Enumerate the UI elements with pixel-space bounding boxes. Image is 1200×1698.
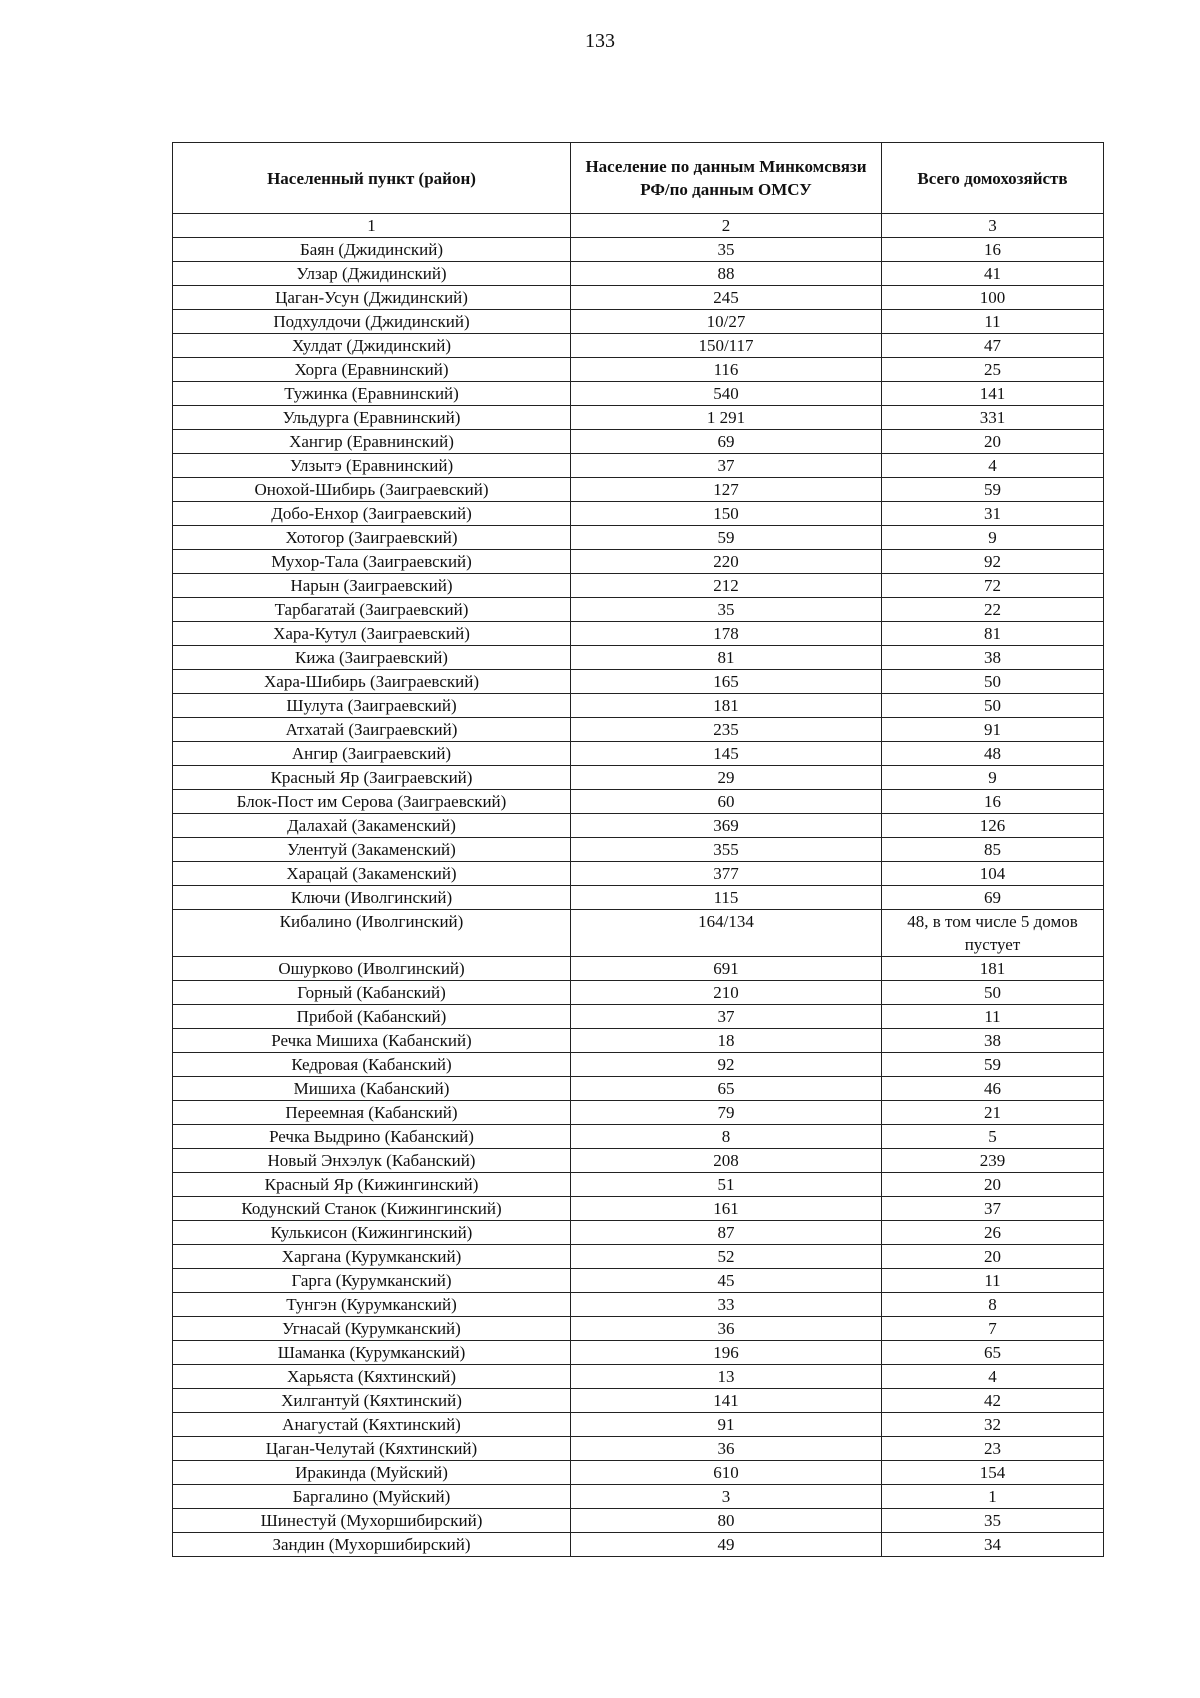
population-cell: 36 — [571, 1437, 882, 1461]
households-cell: 46 — [882, 1077, 1104, 1101]
settlement-cell: Хулдат (Джидинский) — [173, 334, 571, 358]
settlement-cell: Иракинда (Муйский) — [173, 1461, 571, 1485]
households-cell: 9 — [882, 766, 1104, 790]
table-row — [173, 1413, 1104, 1437]
households-cell: 104 — [882, 862, 1104, 886]
households-cell: 37 — [882, 1197, 1104, 1221]
table-row — [173, 790, 1104, 814]
population-cell: 164/134 — [571, 910, 882, 957]
header-population — [571, 143, 882, 214]
table-row — [173, 574, 1104, 598]
table-row — [173, 957, 1104, 981]
population-cell: 220 — [571, 550, 882, 574]
table-row — [173, 1341, 1104, 1365]
settlement-cell: Речка Мишиха (Кабанский) — [173, 1029, 571, 1053]
table-row — [173, 262, 1104, 286]
settlements-table — [172, 142, 1104, 1557]
table-row — [173, 1317, 1104, 1341]
population-cell: 8 — [571, 1125, 882, 1149]
households-cell: 16 — [882, 238, 1104, 262]
settlement-cell: Угнасай (Курумканский) — [173, 1317, 571, 1341]
households-cell: 50 — [882, 670, 1104, 694]
settlement-cell: Мишиха (Кабанский) — [173, 1077, 571, 1101]
households-cell: 41 — [882, 262, 1104, 286]
population-cell: 1 291 — [571, 406, 882, 430]
table-row — [173, 814, 1104, 838]
settlement-cell: Мухор-Тала (Заиграевский) — [173, 550, 571, 574]
population-cell: 165 — [571, 670, 882, 694]
table-row — [173, 670, 1104, 694]
table-row — [173, 1029, 1104, 1053]
households-cell: 4 — [882, 1365, 1104, 1389]
table-row — [173, 286, 1104, 310]
table-row — [173, 1077, 1104, 1101]
households-cell: 331 — [882, 406, 1104, 430]
table-row — [173, 766, 1104, 790]
population-cell: 196 — [571, 1341, 882, 1365]
table-row — [173, 1053, 1104, 1077]
settlement-cell: Кедровая (Кабанский) — [173, 1053, 571, 1077]
table-row — [173, 862, 1104, 886]
households-cell: 21 — [882, 1101, 1104, 1125]
settlement-cell: Кодунский Станок (Кижингинский) — [173, 1197, 571, 1221]
households-cell: 9 — [882, 526, 1104, 550]
households-cell: 35 — [882, 1509, 1104, 1533]
households-cell: 50 — [882, 981, 1104, 1005]
table-row — [173, 838, 1104, 862]
table-body — [173, 238, 1104, 1557]
households-cell: 25 — [882, 358, 1104, 382]
households-cell: 92 — [882, 550, 1104, 574]
table-row — [173, 454, 1104, 478]
table-row — [173, 1149, 1104, 1173]
table-row — [173, 598, 1104, 622]
population-cell: 52 — [571, 1245, 882, 1269]
population-cell: 355 — [571, 838, 882, 862]
population-cell: 116 — [571, 358, 882, 382]
households-cell: 4 — [882, 454, 1104, 478]
population-cell: 79 — [571, 1101, 882, 1125]
population-cell: 35 — [571, 598, 882, 622]
households-cell: 239 — [882, 1149, 1104, 1173]
population-cell: 127 — [571, 478, 882, 502]
table-row — [173, 622, 1104, 646]
population-cell: 212 — [571, 574, 882, 598]
settlement-cell: Тарбагатай (Заиграевский) — [173, 598, 571, 622]
settlement-cell: Баян (Джидинский) — [173, 238, 571, 262]
households-cell: 69 — [882, 886, 1104, 910]
table-row — [173, 358, 1104, 382]
households-cell: 16 — [882, 790, 1104, 814]
households-cell: 26 — [882, 1221, 1104, 1245]
population-cell: 37 — [571, 454, 882, 478]
settlement-cell: Зандин (Мухоршибирский) — [173, 1533, 571, 1557]
settlement-cell: Атхатай (Заиграевский) — [173, 718, 571, 742]
households-cell: 59 — [882, 478, 1104, 502]
households-cell: 42 — [882, 1389, 1104, 1413]
households-cell: 11 — [882, 1269, 1104, 1293]
households-cell: 32 — [882, 1413, 1104, 1437]
header-settlement — [173, 143, 571, 214]
population-cell: 10/27 — [571, 310, 882, 334]
settlement-cell: Гарга (Курумканский) — [173, 1269, 571, 1293]
settlement-cell: Новый Энхэлук (Кабанский) — [173, 1149, 571, 1173]
settlement-cell: Речка Выдрино (Кабанский) — [173, 1125, 571, 1149]
population-cell: 69 — [571, 430, 882, 454]
households-cell: 141 — [882, 382, 1104, 406]
households-cell: 11 — [882, 1005, 1104, 1029]
page-number: 133 — [585, 30, 615, 52]
households-cell: 47 — [882, 334, 1104, 358]
population-cell: 691 — [571, 957, 882, 981]
column-number-row — [173, 214, 1104, 238]
column-number: 2 — [571, 214, 882, 238]
settlement-cell: Кибалино (Иволгинский) — [173, 910, 571, 957]
table-row — [173, 526, 1104, 550]
households-cell: 126 — [882, 814, 1104, 838]
table-row — [173, 478, 1104, 502]
table-row — [173, 886, 1104, 910]
settlement-cell: Добо-Енхор (Заиграевский) — [173, 502, 571, 526]
households-cell: 22 — [882, 598, 1104, 622]
table-row — [173, 1221, 1104, 1245]
table-row — [173, 646, 1104, 670]
settlement-cell: Баргалино (Муйский) — [173, 1485, 571, 1509]
population-cell: 49 — [571, 1533, 882, 1557]
population-cell: 60 — [571, 790, 882, 814]
settlement-cell: Хара-Кутул (Заиграевский) — [173, 622, 571, 646]
population-cell: 13 — [571, 1365, 882, 1389]
table-row — [173, 1293, 1104, 1317]
population-cell: 235 — [571, 718, 882, 742]
table-row — [173, 718, 1104, 742]
header-population-label: Население по данным Минкомсвязи РФ/по данным ОМСУ — [585, 157, 867, 199]
table-row — [173, 1269, 1104, 1293]
households-cell: 20 — [882, 430, 1104, 454]
settlement-cell: Хотогор (Заиграевский) — [173, 526, 571, 550]
population-cell: 87 — [571, 1221, 882, 1245]
table-row — [173, 238, 1104, 262]
table-row — [173, 406, 1104, 430]
population-cell: 540 — [571, 382, 882, 406]
settlement-cell: Хорга (Еравнинский) — [173, 358, 571, 382]
households-cell: 5 — [882, 1125, 1104, 1149]
settlement-cell: Улзытэ (Еравнинский) — [173, 454, 571, 478]
population-cell: 208 — [571, 1149, 882, 1173]
population-cell: 245 — [571, 286, 882, 310]
households-cell: 20 — [882, 1173, 1104, 1197]
settlement-cell: Шинестуй (Мухоршибирский) — [173, 1509, 571, 1533]
settlement-cell: Кижа (Заиграевский) — [173, 646, 571, 670]
households-cell: 72 — [882, 574, 1104, 598]
settlement-cell: Хара-Шибирь (Заиграевский) — [173, 670, 571, 694]
settlement-cell: Тунгэн (Курумканский) — [173, 1293, 571, 1317]
settlement-cell: Далахай (Закаменский) — [173, 814, 571, 838]
table-row — [173, 430, 1104, 454]
settlement-cell: Цаган-Челутай (Кяхтинский) — [173, 1437, 571, 1461]
settlement-cell: Улентуй (Закаменский) — [173, 838, 571, 862]
table-row — [173, 1485, 1104, 1509]
settlement-cell: Кулькисон (Кижингинский) — [173, 1221, 571, 1245]
table-row — [173, 981, 1104, 1005]
population-cell: 369 — [571, 814, 882, 838]
population-cell: 92 — [571, 1053, 882, 1077]
households-cell: 23 — [882, 1437, 1104, 1461]
settlement-cell: Ошурково (Иволгинский) — [173, 957, 571, 981]
population-cell: 150 — [571, 502, 882, 526]
header-row — [173, 143, 1104, 214]
table-row — [173, 1125, 1104, 1149]
settlement-cell: Блок-Пост им Серова (Заиграевский) — [173, 790, 571, 814]
population-cell: 65 — [571, 1077, 882, 1101]
settlement-cell: Анагустай (Кяхтинский) — [173, 1413, 571, 1437]
households-cell: 34 — [882, 1533, 1104, 1557]
settlement-cell: Харгана (Курумканский) — [173, 1245, 571, 1269]
settlement-cell: Онохой-Шибирь (Заиграевский) — [173, 478, 571, 502]
households-cell: 59 — [882, 1053, 1104, 1077]
table-row — [173, 1509, 1104, 1533]
header-households-label: Всего домохозяйств — [917, 168, 1068, 188]
table-row — [173, 694, 1104, 718]
population-cell: 33 — [571, 1293, 882, 1317]
settlement-cell: Прибой (Кабанский) — [173, 1005, 571, 1029]
population-cell: 91 — [571, 1413, 882, 1437]
households-cell: 50 — [882, 694, 1104, 718]
table-header — [173, 143, 1104, 238]
table-row — [173, 502, 1104, 526]
settlement-cell: Харьяста (Кяхтинский) — [173, 1365, 571, 1389]
households-cell: 1 — [882, 1485, 1104, 1509]
settlement-cell: Улзар (Джидинский) — [173, 262, 571, 286]
population-cell: 210 — [571, 981, 882, 1005]
population-cell: 610 — [571, 1461, 882, 1485]
households-cell: 100 — [882, 286, 1104, 310]
table-row — [173, 910, 1104, 957]
settlement-cell: Подхулдочи (Джидинский) — [173, 310, 571, 334]
table-row — [173, 1533, 1104, 1557]
households-cell: 154 — [882, 1461, 1104, 1485]
population-cell: 141 — [571, 1389, 882, 1413]
population-cell: 145 — [571, 742, 882, 766]
settlement-cell: Тужинка (Еравнинский) — [173, 382, 571, 406]
households-cell: 65 — [882, 1341, 1104, 1365]
table-row — [173, 1365, 1104, 1389]
households-cell: 81 — [882, 622, 1104, 646]
households-cell: 31 — [882, 502, 1104, 526]
settlement-cell: Переемная (Кабанский) — [173, 1101, 571, 1125]
settlement-cell: Ключи (Иволгинский) — [173, 886, 571, 910]
households-cell: 8 — [882, 1293, 1104, 1317]
settlement-cell: Нарын (Заиграевский) — [173, 574, 571, 598]
table-row — [173, 1101, 1104, 1125]
table-row — [173, 1437, 1104, 1461]
header-households — [882, 143, 1104, 214]
population-cell: 29 — [571, 766, 882, 790]
population-cell: 377 — [571, 862, 882, 886]
settlement-cell: Шаманка (Курумканский) — [173, 1341, 571, 1365]
table-row — [173, 1461, 1104, 1485]
population-cell: 51 — [571, 1173, 882, 1197]
population-cell: 115 — [571, 886, 882, 910]
population-cell: 178 — [571, 622, 882, 646]
table-row — [173, 382, 1104, 406]
table-row — [173, 1197, 1104, 1221]
population-cell: 37 — [571, 1005, 882, 1029]
households-cell: 48, в том числе 5 домов пустует — [882, 910, 1104, 957]
population-cell: 59 — [571, 526, 882, 550]
settlement-cell: Хилгантуй (Кяхтинский) — [173, 1389, 571, 1413]
households-cell: 20 — [882, 1245, 1104, 1269]
population-cell: 80 — [571, 1509, 882, 1533]
population-cell: 161 — [571, 1197, 882, 1221]
population-cell: 81 — [571, 646, 882, 670]
table-row — [173, 550, 1104, 574]
column-number: 1 — [173, 214, 571, 238]
population-cell: 18 — [571, 1029, 882, 1053]
households-cell: 7 — [882, 1317, 1104, 1341]
households-cell: 48 — [882, 742, 1104, 766]
households-cell: 91 — [882, 718, 1104, 742]
households-cell: 181 — [882, 957, 1104, 981]
settlement-cell: Красный Яр (Заиграевский) — [173, 766, 571, 790]
population-cell: 35 — [571, 238, 882, 262]
settlement-cell: Ульдурга (Еравнинский) — [173, 406, 571, 430]
settlement-cell: Цаган-Усун (Джидинский) — [173, 286, 571, 310]
table-row — [173, 310, 1104, 334]
column-number: 3 — [882, 214, 1104, 238]
table-row — [173, 742, 1104, 766]
table-row — [173, 334, 1104, 358]
households-cell: 38 — [882, 646, 1104, 670]
households-cell: 85 — [882, 838, 1104, 862]
header-settlement-label: Населенный пункт (район) — [267, 168, 476, 188]
households-cell: 38 — [882, 1029, 1104, 1053]
population-cell: 150/117 — [571, 334, 882, 358]
settlement-cell: Шулута (Заиграевский) — [173, 694, 571, 718]
table-row — [173, 1389, 1104, 1413]
population-cell: 181 — [571, 694, 882, 718]
population-cell: 3 — [571, 1485, 882, 1509]
settlement-cell: Харацай (Закаменский) — [173, 862, 571, 886]
settlement-cell: Красный Яр (Кижингинский) — [173, 1173, 571, 1197]
population-cell: 88 — [571, 262, 882, 286]
population-cell: 45 — [571, 1269, 882, 1293]
table-row — [173, 1173, 1104, 1197]
settlement-cell: Горный (Кабанский) — [173, 981, 571, 1005]
settlement-cell: Ангир (Заиграевский) — [173, 742, 571, 766]
settlement-cell: Хангир (Еравнинский) — [173, 430, 571, 454]
population-cell: 36 — [571, 1317, 882, 1341]
table-row — [173, 1005, 1104, 1029]
table-row — [173, 1245, 1104, 1269]
households-cell: 11 — [882, 310, 1104, 334]
